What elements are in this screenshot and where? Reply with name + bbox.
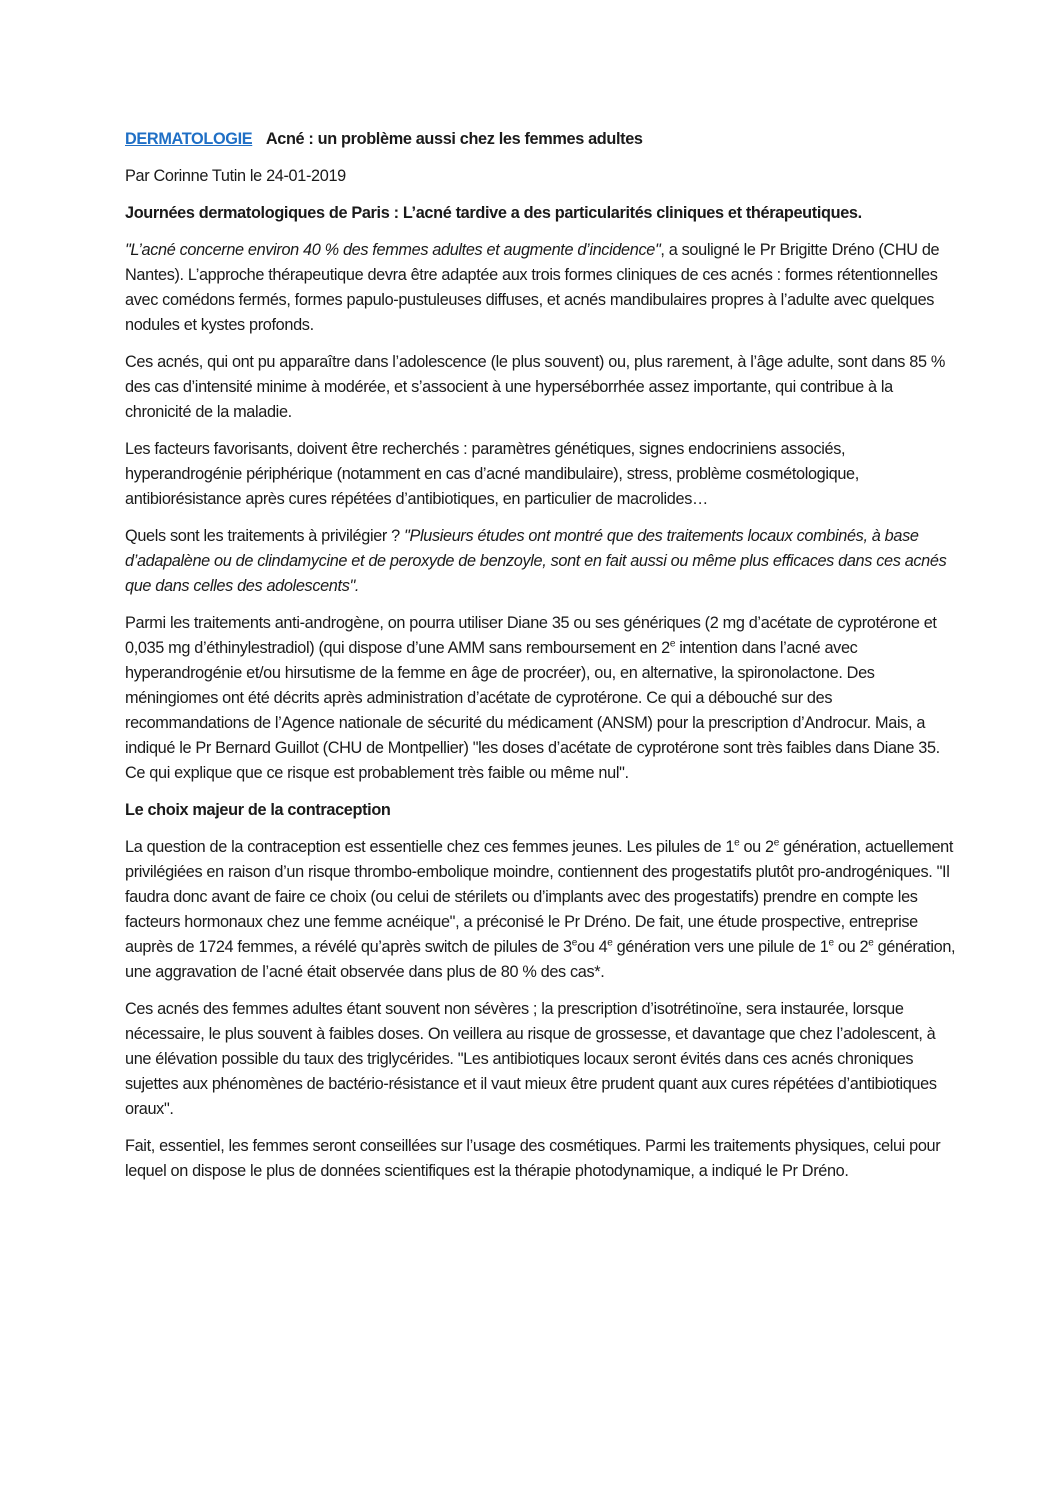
text: génération vers une pilule de 1 — [612, 938, 829, 956]
text: ou 4 — [576, 938, 608, 956]
text: génération, actuellement privilégiées en raison d’un risque thrombo-embolique moindre, contiennent des progestatifs plutôt pro-androgéniques. "Il faudra donc avant de faire ce choix (ou celui de stérilets ou d’implants avec des progestatifs) prendre en compte les facteurs hormonaux chez une femme acnéique", a préconisé le Pr Dréno. De fait, une étude prospective, entreprise auprès de 1724 femmes, a révélé qu’après switch de pilules de 3 — [125, 838, 954, 956]
article-subtitle: Journées dermatologiques de Paris : L’acné tardive a des particularités cliniques et thérapeutiques. — [125, 204, 862, 222]
superscript: e — [607, 937, 613, 949]
text: , a souligné le Pr Brigitte Dréno (CHU de Nantes). L’approche thérapeutique devra être adaptée aux trois formes cliniques de ces acnés : formes rétentionnelles avec comédons fermés, formes papulo-pustuleuses diffuses, et acnés mandibulaires propres à l’adulte avec quelques nodules et kystes profonds. — [125, 241, 940, 334]
section-heading: Le choix majeur de la contraception — [125, 801, 391, 819]
text: La question de la contraception est essentielle chez ces femmes jeunes. Les pilules de 1 — [125, 838, 735, 856]
paragraph-6 — [125, 835, 960, 985]
superscript: e — [734, 837, 740, 849]
paragraph-3: Les facteurs favorisants, doivent être recherchés : paramètres génétiques, signes endocriniens associés, hyperandrogénie périphérique (notamment en cas d’acné mandibulaire), stress, problème cosmétologique, antibiorésistance après cures répétées d’antibiotiques, en particulier de macrolides… — [125, 440, 859, 508]
article-title: Acné : un problème aussi chez les femmes adultes — [265, 130, 643, 148]
document-page — [125, 127, 960, 1196]
quote: "L’acné concerne environ 40 % des femmes adultes et augmente d’incidence" — [125, 241, 661, 259]
superscript: e — [828, 937, 834, 949]
superscript: e — [669, 638, 676, 650]
superscript: e — [571, 937, 577, 949]
paragraph-4 — [125, 524, 960, 599]
superscript: e — [773, 837, 779, 849]
paragraph-1 — [125, 238, 960, 338]
text: Parmi les traitements anti-androgène, on pourra utiliser Diane 35 ou ses génériques (2 mg d’acétate de cyprotérone et 0,035 mg d’éthinylestradiol) (qui dispose d’une AMM sans remboursement en 2 — [125, 614, 937, 657]
paragraph-8: Fait, essentiel, les femmes seront conseillées sur l’usage des cosmétiques. Parmi les traitements physiques, celui pour lequel on dispose le plus de données scientifiques est la thérapie photodynamique, a indiqué le Pr Dréno. — [125, 1137, 941, 1180]
text: Quels sont les traitements à privilégier ? — [125, 527, 405, 545]
category-link[interactable]: DERMATOLOGIE — [125, 130, 253, 148]
text: intention dans l’acné avec hyperandrogénie et/ou hirsutisme de la femme en âge de procréer), ou, en alternative, la spironolactone. Des méningiomes ont été décrits après administration d’acétate de cyprotérone. Ce qui a débouché sur des recommandations de l’Agence nationale de sécurité du médicament (ANSM) pour la prescription d’Androcur. Mais, a indiqué le Pr Bernard Guillot (CHU de Montpellier) "les doses d’acétate de cyprotérone sont très faibles dans Diane 35. Ce qui explique que ce risque est probablement très faible ou même nul". — [125, 639, 940, 782]
article-title-line — [125, 127, 960, 152]
paragraph-2: Ces acnés, qui ont pu apparaître dans l’adolescence (le plus souvent) ou, plus rarement, à l’âge adulte, sont dans 85 % des cas d’intensité minime à modérée, et s’associent à une hyperséborrhée assez importante, qui contribue à la chronicité de la maladie. — [125, 353, 945, 421]
byline: Par Corinne Tutin le 24-01-2019 — [125, 167, 346, 185]
text: ou 2 — [833, 938, 869, 956]
paragraph-7: Ces acnés des femmes adultes étant souvent non sévères ; la prescription d’isotrétinoïne, sera instaurée, lorsque nécessaire, le plus souvent à faibles doses. On veillera au risque de grossesse, et davantage que chez l’adolescent, à une élévation possible du taux des triglycérides. "Les antibiotiques locaux seront évités dans ces acnés chroniques sujettes aux phénomènes de bactério-résistance et il vaut mieux être prudent quant aux cures répétées d’antibiotiques oraux". — [125, 1000, 937, 1118]
paragraph-5 — [125, 611, 960, 786]
quote: "Plusieurs études ont montré que des traitements locaux combinés, à base d’adapalène ou de clindamycine et de peroxyde de benzoyle, sont en fait aussi ou même plus efficaces dans ces acnés que dans celles des adolescents". — [125, 527, 947, 595]
text: génération, une aggravation de l’acné était observée dans plus de 80 % des cas*. — [125, 938, 956, 981]
text: ou 2 — [739, 838, 774, 856]
superscript: e — [868, 937, 874, 949]
